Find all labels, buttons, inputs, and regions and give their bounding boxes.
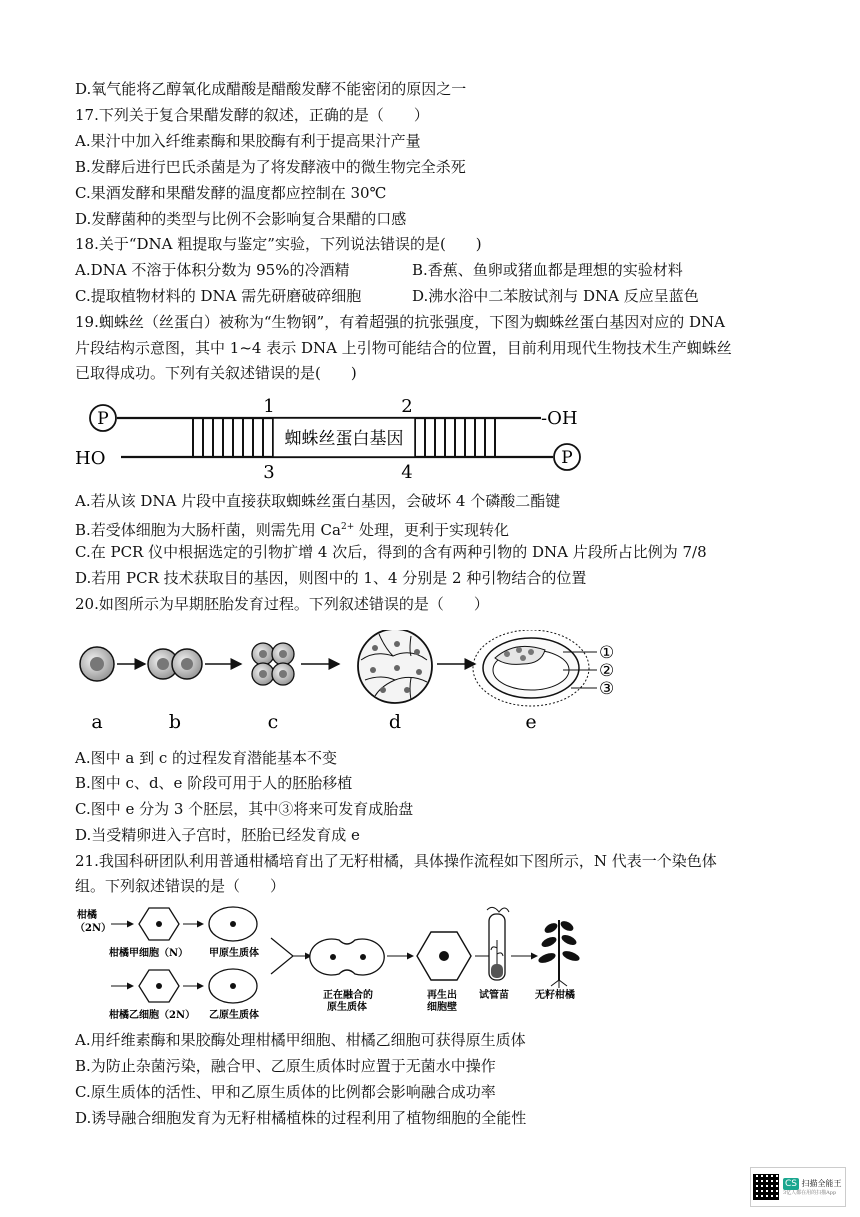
two-cell-b bbox=[148, 649, 202, 679]
primer-site-1: 1 bbox=[263, 396, 275, 417]
q17-stem: 17.下列关于复合果醋发酵的叙述，正确的是（ ） bbox=[75, 106, 429, 124]
q20-option-b: B.图中 c、d、e 阶段可用于人的胚胎移植 bbox=[75, 774, 353, 792]
q21-option-b: B.为防止杂菌污染，融合甲、乙原生质体时应置于无菌水中操作 bbox=[75, 1057, 496, 1075]
marker-2: ② bbox=[599, 661, 615, 681]
q21-stem-2: 组。下列叙述错误的是（ ） bbox=[75, 877, 286, 895]
q21-stem-1: 21.我国科研团队利用普通柑橘培育出了无籽柑橘，具体操作流程如下图所示，N 代表一个染色体 bbox=[75, 852, 717, 870]
svg-text:P: P bbox=[97, 409, 109, 429]
fusing-label-1: 正在融合的 bbox=[323, 990, 373, 1001]
dna-fragment-diagram bbox=[75, 392, 615, 484]
scanner-watermark bbox=[750, 1167, 846, 1207]
test-tube-icon bbox=[487, 907, 509, 980]
q17-option-b: B.发酵后进行巴氏杀菌是为了将发酵液中的微生物完全杀死 bbox=[75, 158, 466, 176]
morula-d bbox=[358, 630, 432, 703]
protoplast-fusion-diagram bbox=[75, 900, 635, 1028]
primer-site-2: 2 bbox=[401, 396, 413, 417]
q19-stem-3: 已取得成功。下列有关叙述错误的是( ) bbox=[75, 364, 357, 382]
seedless-label: 无籽柑橘 bbox=[535, 990, 575, 1001]
jia-protoplast-label: 甲原生质体 bbox=[209, 948, 259, 959]
qr-code-icon bbox=[753, 1174, 779, 1200]
stage-label-e: e bbox=[525, 711, 537, 733]
q20-option-a: A.图中 a 到 c 的过程发育潜能基本不变 bbox=[75, 749, 338, 767]
q19-stem-1: 19.蜘蛛丝（丝蛋白）被称为“生物钢”，有着超强的抗张强度，下图为蜘蛛丝蛋白基因对应的 DNA bbox=[75, 313, 725, 331]
embryo-development-diagram bbox=[75, 630, 635, 736]
primer-site-4: 4 bbox=[401, 462, 413, 483]
fusing-protoplast-icon bbox=[310, 939, 384, 975]
q19-option-b: B.若受体细胞为大肠杆菌，则需先用 $Ca^{2+}$ 处理，更利于实现转化 bbox=[75, 521, 510, 539]
seedless-citrus-plant-icon bbox=[537, 919, 581, 988]
q19-option-a: A.若从该 DNA 片段中直接获取蜘蛛丝蛋白基因，会破坏 4 个磷酸二酯键 bbox=[75, 492, 561, 510]
q18-option-d: D.沸水浴中二苯胺试剂与 DNA 反应呈蓝色 bbox=[412, 287, 699, 305]
stage-label-c: c bbox=[267, 711, 279, 733]
q17-option-c: C.果酒发酵和果醋发酵的温度都应控制在 30℃ bbox=[75, 184, 387, 202]
q21-option-a: A.用纤维素酶和果胶酶处理柑橘甲细胞、柑橘乙细胞可获得原生质体 bbox=[75, 1031, 526, 1049]
fusing-label-2: 原生质体 bbox=[327, 1002, 367, 1013]
q20-option-c: C.图中 e 分为 3 个胚层，其中③将来可发育成胎盘 bbox=[75, 800, 414, 818]
marker-1: ① bbox=[599, 643, 615, 663]
q17-option-a: A.果汁中加入纤维素酶和果胶酶有利于提高果汁产量 bbox=[75, 132, 421, 150]
q20-option-d: D.当受精卵进入子宫时，胚胎已经发育成 e bbox=[75, 826, 360, 844]
scanner-name: 扫描全能王 bbox=[801, 1178, 842, 1188]
zygote-a bbox=[80, 647, 114, 681]
yi-cell-label: 柑橘乙细胞（2N） bbox=[109, 1010, 196, 1021]
stage-label-d: d bbox=[388, 711, 402, 733]
svg-text:P: P bbox=[561, 448, 573, 468]
citrus-label: 柑橘 bbox=[77, 910, 97, 921]
marker-3: ③ bbox=[599, 679, 615, 699]
wall-label-2: 细胞壁 bbox=[427, 1002, 457, 1013]
q19-option-d: D.若用 PCR 技术获取目的基因，则图中的 1、4 分别是 2 种引物结合的位置 bbox=[75, 569, 587, 587]
q18-option-b: B.香蕉、鱼卵或猪血都是理想的实验材料 bbox=[412, 261, 683, 279]
stage-label-a: a bbox=[91, 711, 103, 733]
q18-option-c: C.提取植物材料的 DNA 需先研磨破碎细胞 bbox=[75, 287, 362, 305]
q21-option-c: C.原生质体的活性、甲和乙原生质体的比例都会影响融合成功率 bbox=[75, 1083, 496, 1101]
jia-cell-label: 柑橘甲细胞（N） bbox=[109, 948, 189, 959]
four-cell-c bbox=[252, 643, 294, 685]
q21-option-d: D.诱导融合细胞发育为无籽柑橘植株的过程利用了植物细胞的全能性 bbox=[75, 1109, 527, 1127]
q18-stem: 18.关于“DNA 粗提取与鉴定”实验，下列说法错误的是( ) bbox=[75, 235, 482, 253]
q17-option-d: D.发酵菌种的类型与比例不会影响复合果醋的口感 bbox=[75, 210, 407, 228]
wall-label-1: 再生出 bbox=[427, 990, 457, 1001]
ho-label: HO bbox=[75, 448, 106, 469]
gene-label: 蜘蛛丝蛋白基因 bbox=[284, 429, 404, 449]
scanner-subtitle: 3亿人都在用的扫描App bbox=[783, 1189, 837, 1196]
yi-protoplast-label: 乙原生质体 bbox=[209, 1010, 259, 1021]
q19-stem-2: 片段结构示意图，其中 1~4 表示 DNA 上引物可能结合的位置，目前利用现代生物技术生产蜘蛛丝 bbox=[75, 339, 732, 357]
q20-stem: 20.如图所示为早期胚胎发育过程。下列叙述错误的是（ ） bbox=[75, 595, 489, 613]
q18-option-a: A.DNA 不溶于体积分数为 95%的冷酒精 bbox=[75, 261, 350, 279]
primer-site-3: 3 bbox=[263, 462, 275, 483]
q16-option-d: D.氧气能将乙醇氧化成醋酸是醋酸发酵不能密闭的原因之一 bbox=[75, 80, 467, 98]
oh-label: -OH bbox=[541, 408, 578, 429]
tube-label: 试管苗 bbox=[479, 990, 509, 1001]
blastocyst-e bbox=[473, 630, 597, 706]
q19-option-c: C.在 PCR 仪中根据选定的引物扩增 4 次后，得到的含有两种引物的 DNA 片段所占比例为 7/8 bbox=[75, 543, 707, 561]
stage-label-b: b bbox=[168, 711, 182, 733]
2n-label: （2N） bbox=[75, 923, 112, 934]
cs-badge: CS bbox=[785, 1178, 797, 1189]
